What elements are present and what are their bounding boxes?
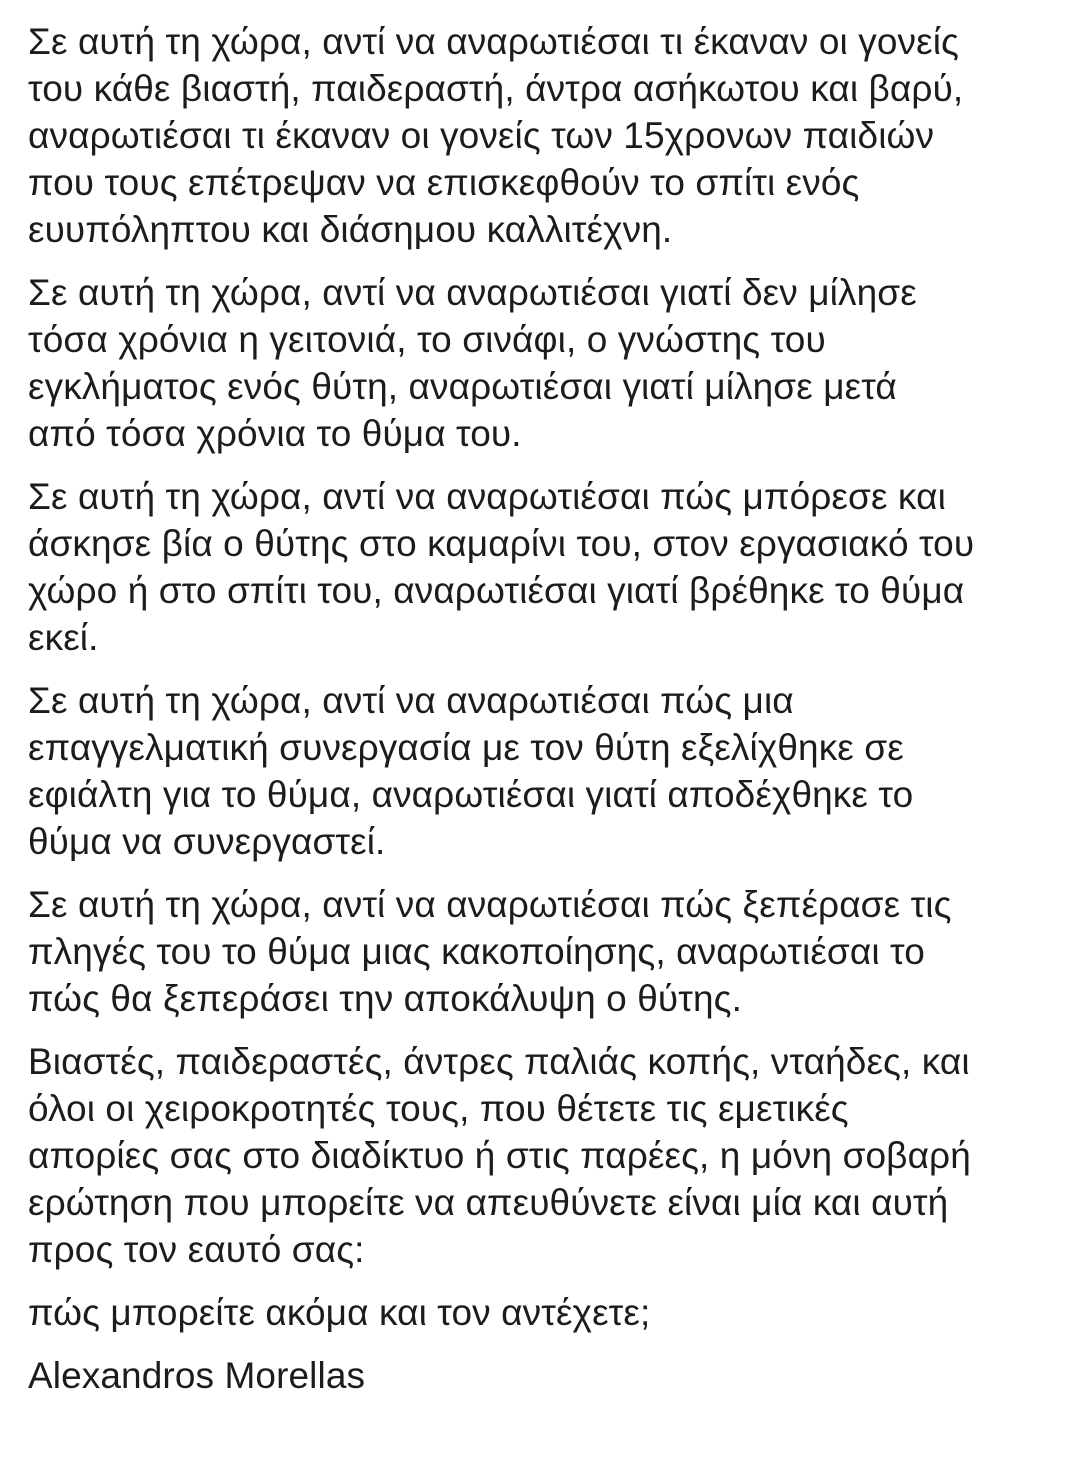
text-line: όλοι οι χειροκροτητές τους, που θέτετε τις εμετικές (28, 1088, 849, 1129)
text-line: που τους επέτρεψαν να επισκεφθούν το σπίτι ενός (28, 162, 860, 203)
text-line: Σε αυτή τη χώρα, αντί να αναρωτιέσαι τι έκαναν οι γονείς (28, 21, 959, 62)
text-line: ευυπόληπτου και διάσημου καλλιτέχνη. (28, 209, 673, 250)
text-line: του κάθε βιαστή, παιδεραστή, άντρα ασήκωτου και βαρύ, (28, 68, 964, 109)
text-line: θύμα να συνεργαστεί. (28, 821, 386, 862)
text-line: από τόσα χρόνια το θύμα του. (28, 413, 522, 454)
text-line: απορίες σας στο διαδίκτυο ή στις παρέες, η μόνη σοβαρή (28, 1135, 971, 1176)
text-line: εφιάλτη για το θύμα, αναρωτιέσαι γιατί αποδέχθηκε το (28, 774, 914, 815)
text-line: προς τον εαυτό σας: (28, 1229, 365, 1270)
text-line: εγκλήματος ενός θύτη, αναρωτιέσαι γιατί μίλησε μετά (28, 366, 897, 407)
text-line: αναρωτιέσαι τι έκαναν οι γονείς των 15χρονων παιδιών (28, 115, 935, 156)
text-line: εκεί. (28, 617, 99, 658)
author-signature: Alexandros Morellas (28, 1355, 366, 1396)
paragraph (28, 1038, 1058, 1273)
text-line: άσκησε βία ο θύτης στο καμαρίνι του, στον εργασιακό του (28, 523, 975, 564)
paragraph (28, 677, 1058, 865)
paragraph (28, 269, 1058, 457)
text-line: ερώτηση που μπορείτε να απευθύνετε είναι μία και αυτή (28, 1182, 949, 1223)
closing-question: πώς μπορείτε ακόμα και τον αντέχετε; (28, 1292, 651, 1333)
text-line: Βιαστές, παιδεραστές, άντρες παλιάς κοπής, νταήδες, και (28, 1041, 970, 1082)
text-line: χώρο ή στο σπίτι του, αναρωτιέσαι γιατί βρέθηκε το θύμα (28, 570, 965, 611)
text-line: πώς θα ξεπεράσει την αποκάλυψη ο θύτης. (28, 978, 742, 1019)
post-body (28, 18, 1058, 1399)
text-line: τόσα χρόνια η γειτονιά, το σινάφι, ο γνώστης του (28, 319, 826, 360)
text-line: Σε αυτή τη χώρα, αντί να αναρωτιέσαι πώς ξεπέρασε τις (28, 884, 952, 925)
text-line: Σε αυτή τη χώρα, αντί να αναρωτιέσαι πώς μπόρεσε και (28, 476, 946, 517)
text-line: επαγγελματική συνεργασία με τον θύτη εξελίχθηκε σε (28, 727, 904, 768)
text-line: Σε αυτή τη χώρα, αντί να αναρωτιέσαι γιατί δεν μίλησε (28, 272, 917, 313)
paragraph (28, 18, 1058, 253)
text-line: πληγές του το θύμα μιας κακοποίησης, αναρωτιέσαι το (28, 931, 925, 972)
text-line: Σε αυτή τη χώρα, αντί να αναρωτιέσαι πώς μια (28, 680, 794, 721)
paragraph (28, 473, 1058, 661)
paragraph (28, 881, 1058, 1022)
